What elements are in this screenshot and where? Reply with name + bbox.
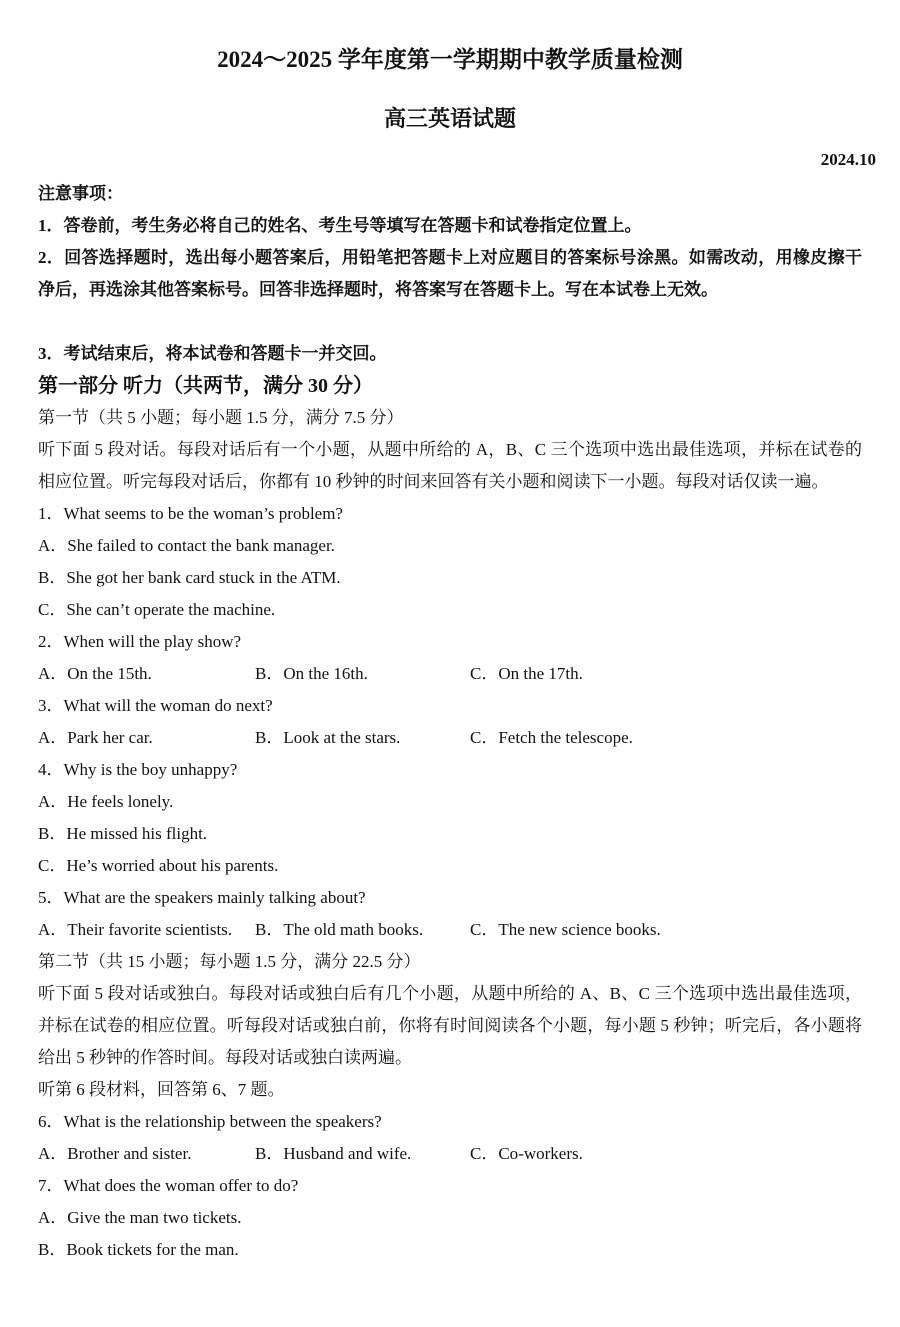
question-7 xyxy=(38,1170,862,1266)
exam-subtitle: 高三英语试题 xyxy=(383,106,516,131)
question-3-option-a: A．Park her car. xyxy=(38,728,153,747)
question-3-option-c: C．Fetch the telescope. xyxy=(470,728,633,747)
question-6 xyxy=(38,1106,862,1170)
question-2 xyxy=(38,626,862,690)
question-1-option-c: C．She can’t operate the machine. xyxy=(38,600,276,619)
question-4-text: 4．Why is the boy unhappy? xyxy=(38,760,238,779)
question-2-options xyxy=(38,658,862,690)
section1-heading: 第一节（共 5 小题；每小题 1.5 分，满分 7.5 分） xyxy=(38,408,404,427)
section2-material-note: 听第 6 段材料，回答第 6、7 题。 xyxy=(38,1080,285,1099)
question-2-text: 2．When will the play show? xyxy=(38,632,242,651)
question-7-option-a: A．Give the man two tickets. xyxy=(38,1208,242,1227)
question-5 xyxy=(38,882,862,946)
question-4-option-c: C．He’s worried about his parents. xyxy=(38,856,279,875)
question-2-option-a: A．On the 15th. xyxy=(38,664,152,683)
question-1-text: 1．What seems to be the woman’s problem? xyxy=(38,504,343,523)
notice-item-2: 2．回答选择题时，选出每小题答案后，用铅笔把答题卡上对应题目的答案标号涂黑。如需改动，用橡皮擦干净后，再选涂其他答案标号。回答非选择题时，将答案写在答题卡上。写在本试卷上无效。 xyxy=(38,248,862,299)
question-5-option-c: C．The new science books. xyxy=(470,920,661,939)
question-7-option-b: B．Book tickets for the man. xyxy=(38,1240,239,1259)
question-3-option-b: B．Look at the stars. xyxy=(255,728,401,747)
question-3 xyxy=(38,690,862,754)
question-2-option-b: B．On the 16th. xyxy=(255,664,368,683)
question-5-option-b: B．The old math books. xyxy=(255,920,424,939)
question-5-text: 5．What are the speakers mainly talking about? xyxy=(38,888,366,907)
question-1 xyxy=(38,498,862,626)
section1-instructions: 听下面 5 段对话。每段对话后有一个小题，从题中所给的 A，B、C 三个选项中选出最佳选项，并标在试卷的相应位置。听完每段对话后，你都有 10 秒钟的时间来回答有关小题和阅读下一小题。每段对话仅读一遍。 xyxy=(38,440,862,491)
question-5-options xyxy=(38,914,862,946)
question-6-options xyxy=(38,1138,862,1170)
question-6-option-c: C．Co-workers. xyxy=(470,1144,583,1163)
part1-heading: 第一部分 听力（共两节，满分 30 分） xyxy=(38,375,373,397)
question-1-option-b: B．She got her bank card stuck in the ATM. xyxy=(38,568,341,587)
notice-item-3: 3．考试结束后，将本试卷和答题卡一并交回。 xyxy=(38,344,387,363)
question-4 xyxy=(38,754,862,882)
question-3-text: 3．What will the woman do next? xyxy=(38,696,273,715)
notice-heading: 注意事项： xyxy=(38,184,123,203)
exam-date: 2024.10 xyxy=(820,150,876,169)
question-6-text: 6．What is the relationship between the speakers? xyxy=(38,1112,382,1131)
section2-heading: 第二节（共 15 小题；每小题 1.5 分，满分 22.5 分） xyxy=(38,952,421,971)
question-2-option-c: C．On the 17th. xyxy=(470,664,583,683)
exam-title: 2024～2025 学年度第一学期期中教学质量检测 xyxy=(217,47,683,72)
question-3-options xyxy=(38,722,862,754)
question-1-option-a: A．She failed to contact the bank manager. xyxy=(38,536,335,555)
section2-instructions: 听下面 5 段对话或独白。每段对话或独白后有几个小题，从题中所给的 A、B、C 三个选项中选出最佳选项，并标在试卷的相应位置。听每段对话或独白前，你将有时间阅读各个小题，每小题 5 秒钟；听完后，各小题将给出 5 秒钟的作答时间。每段对话或独白读两遍。 xyxy=(38,984,862,1067)
question-6-option-a: A．Brother and sister. xyxy=(38,1144,192,1163)
question-4-option-a: A．He feels lonely. xyxy=(38,792,174,811)
notice-item-1: 1．答卷前，考生务必将自己的姓名、考生号等填写在答题卡和试卷指定位置上。 xyxy=(38,216,642,235)
question-5-option-a: A．Their favorite scientists. xyxy=(38,920,233,939)
question-6-option-b: B．Husband and wife. xyxy=(255,1144,412,1163)
question-7-text: 7．What does the woman offer to do? xyxy=(38,1176,299,1195)
question-4-option-b: B．He missed his flight. xyxy=(38,824,208,843)
